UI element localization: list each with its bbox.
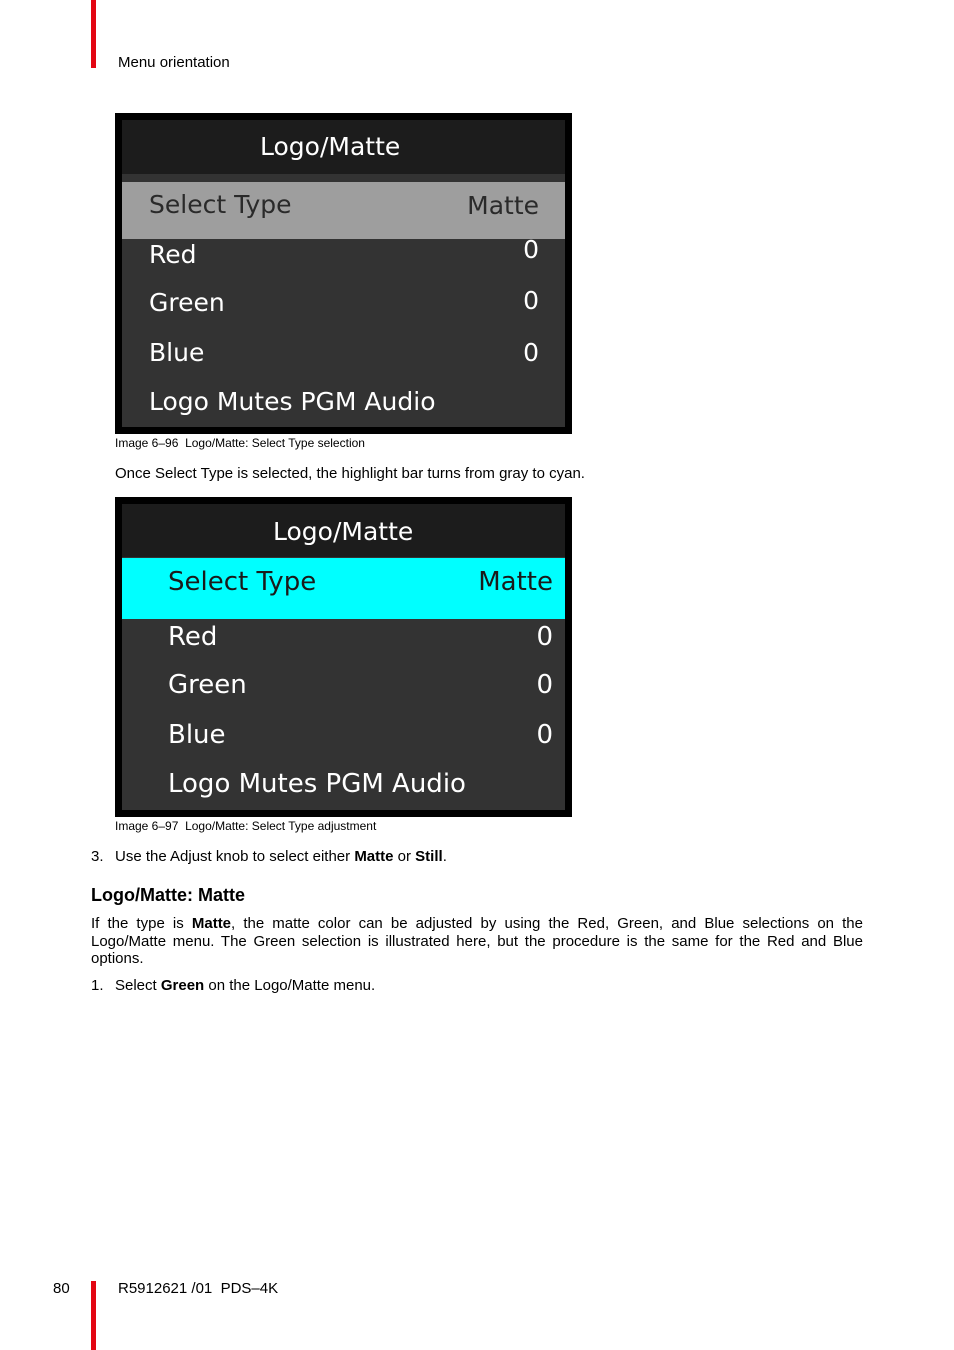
menu-row-blue[interactable] <box>122 720 565 764</box>
menu-row-select-type[interactable] <box>122 182 565 239</box>
menu-row-label: Red <box>168 622 218 652</box>
step-text-middle: or <box>393 848 416 865</box>
menu-row-label: Red <box>149 240 197 269</box>
menu-row-label: Blue <box>149 338 205 367</box>
menu-row-green[interactable] <box>122 288 565 332</box>
menu-row-label: Select Type <box>168 567 317 597</box>
menu-row-logo-mutes-pgm-audio[interactable] <box>122 387 565 431</box>
figure-caption <box>115 436 365 450</box>
menu-row-label: Green <box>149 288 225 317</box>
section-heading: Logo/Matte: Matte <box>91 885 245 905</box>
paragraph-text: , the matte color can be adjusted by using the Red, Green, and Blue selections on the <box>231 915 863 932</box>
menu-title: Logo/Matte <box>122 504 565 557</box>
step-text-suffix: . <box>442 848 447 865</box>
step-text <box>115 848 447 866</box>
running-header: Menu orientation <box>118 54 230 71</box>
paragraph: Once Select Type is selected, the highlight bar turns from gray to cyan. <box>115 465 585 482</box>
document-id: R5912621 /01 PDS–4K <box>118 1280 279 1297</box>
menu-row-value: 0 <box>523 235 539 264</box>
step-number: 3. <box>91 848 104 865</box>
option-still: Still <box>415 848 443 865</box>
bold-term: Green <box>160 977 205 994</box>
menu-row-logo-mutes-pgm-audio[interactable] <box>122 769 565 813</box>
option-matte: Matte <box>354 848 394 865</box>
menu-panel <box>122 504 565 810</box>
caption-number: Image 6–96 <box>115 436 179 450</box>
footer-accent-bar <box>91 1281 96 1350</box>
menu-title: Logo/Matte <box>122 120 565 174</box>
paragraph-line: Logo/Matte menu. The Green selection is illustrated here, but the procedure is the same for the Red and Blue <box>91 933 863 950</box>
step-text-suffix: on the Logo/Matte menu. <box>204 977 376 994</box>
step-text-prefix: Select <box>115 977 161 994</box>
header-accent-bar <box>91 0 96 68</box>
menu-panel <box>122 120 565 427</box>
paragraph-line: options. <box>91 950 144 967</box>
caption-number: Image 6–97 <box>115 819 179 833</box>
caption-text: Logo/Matte: Select Type selection <box>185 436 365 450</box>
menu-row-value: 0 <box>536 720 553 750</box>
menu-row-value: 0 <box>523 286 539 315</box>
paragraph-text: If the type is <box>91 915 192 932</box>
menu-row-value: Matte <box>478 567 553 597</box>
menu-row-select-type[interactable] <box>122 558 565 619</box>
menu-row-red[interactable] <box>122 622 565 666</box>
bold-term: Matte <box>191 915 232 932</box>
menu-row-label: Logo Mutes PGM Audio <box>149 387 436 416</box>
menu-row-value: 0 <box>536 670 553 700</box>
menu-row-blue[interactable] <box>122 338 565 382</box>
menu-row-value: 0 <box>536 622 553 652</box>
menu-row-green[interactable] <box>122 670 565 714</box>
menu-row-label: Blue <box>168 720 226 750</box>
menu-row-value: 0 <box>523 338 539 367</box>
logo-matte-menu-screen-cyan <box>115 497 572 817</box>
caption-text: Logo/Matte: Select Type adjustment <box>185 819 377 833</box>
menu-row-red[interactable] <box>122 235 565 282</box>
menu-row-label: Green <box>168 670 247 700</box>
figure-caption <box>115 819 376 833</box>
page-number: 80 <box>53 1280 70 1297</box>
logo-matte-menu-screen-gray <box>115 113 572 434</box>
step-number: 1. <box>91 977 104 994</box>
step-text-prefix: Use the Adjust knob to select either <box>115 848 355 865</box>
menu-row-value: Matte <box>467 191 539 220</box>
paragraph-line <box>91 915 863 933</box>
menu-row-label: Select Type <box>149 190 292 219</box>
menu-row-label: Logo Mutes PGM Audio <box>168 769 466 799</box>
step-text <box>115 977 375 995</box>
